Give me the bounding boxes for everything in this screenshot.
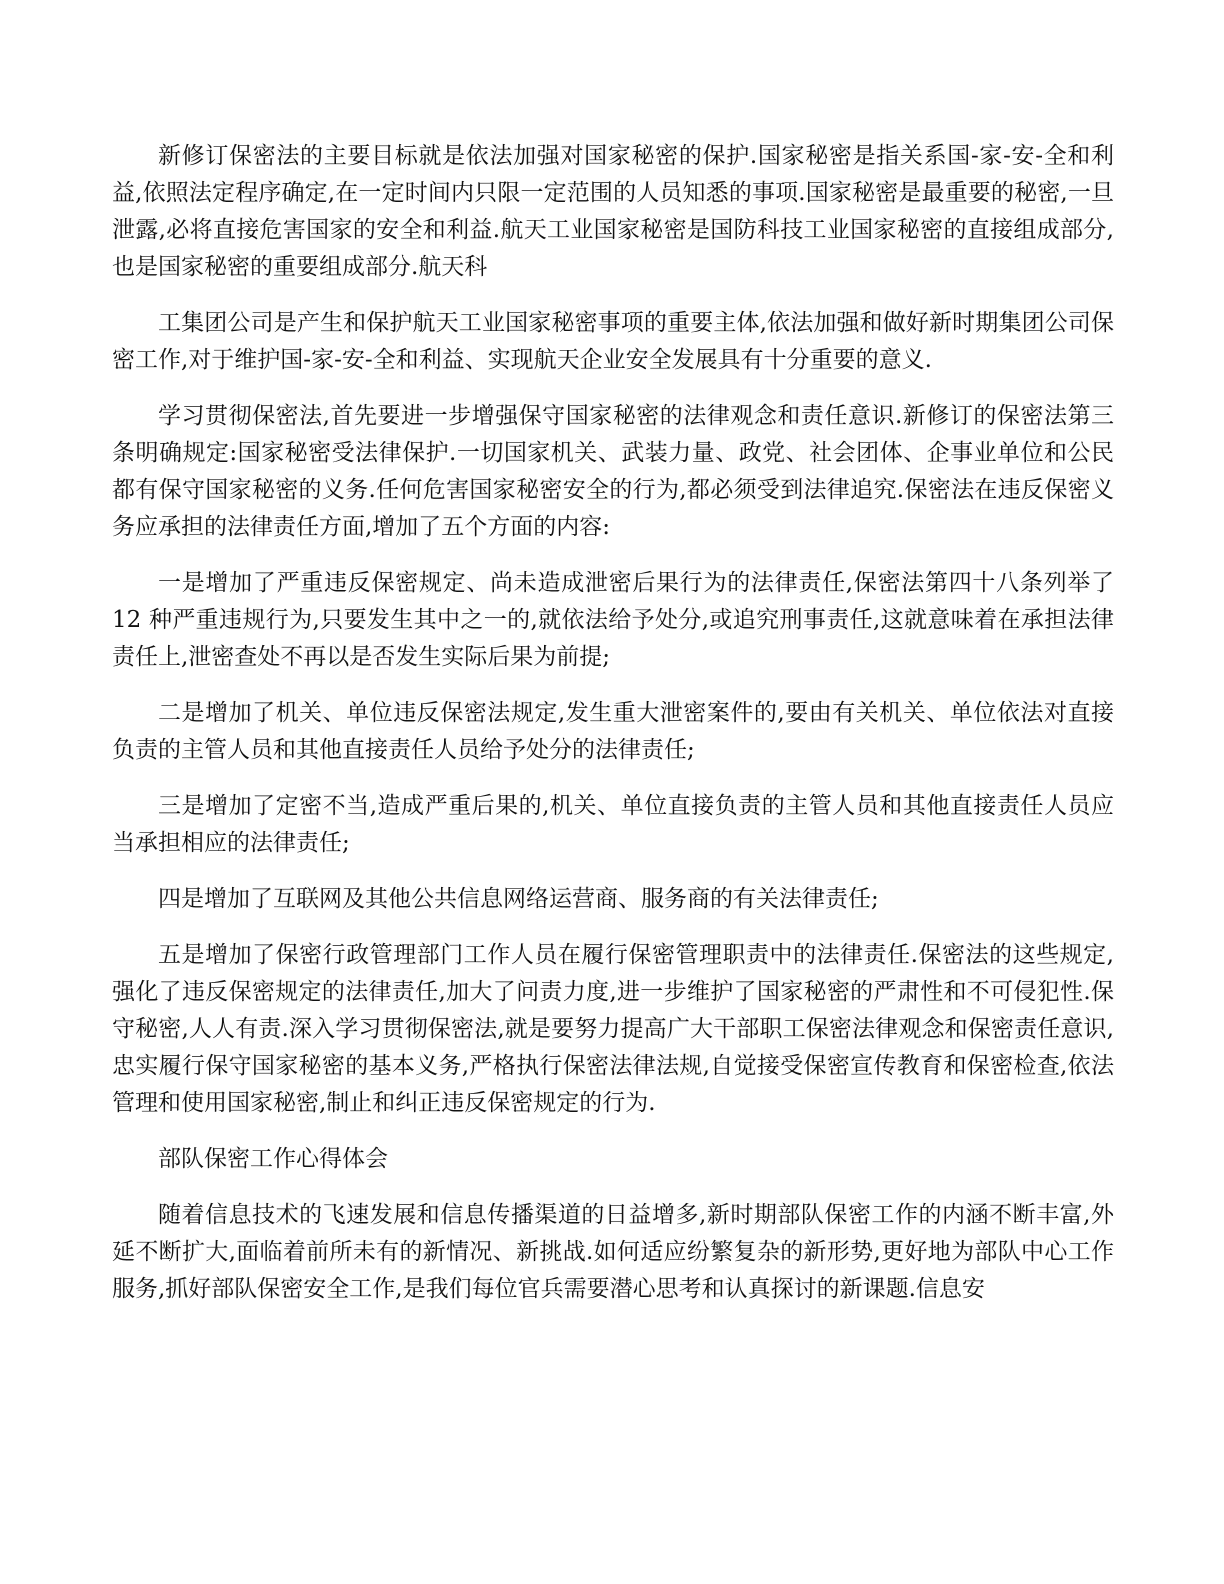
paragraph-9: 随着信息技术的飞速发展和信息传播渠道的日益增多,新时期部队保密工作的内涵不断丰富,外延不断扩大,面临着前所未有的新情况、新挑战.如何适应纷繁复杂的新形势,更好地为部队中心工作服务,抓好部队保密安全工作,是我们每位官兵需要潜心思考和认真探讨的新课题.信息安 (112, 1202, 1114, 1302)
section-heading: 部队保密工作心得体会 (158, 1146, 388, 1172)
paragraph-3: 学习贯彻保密法,首先要进一步增强保守国家秘密的法律观念和责任意识.新修订的保密法第三条明确规定:国家秘密受法律保护.一切国家机关、武装力量、政党、社会团体、企事业单位和公民都有保守国家秘密的义务.任何危害国家秘密安全的行为,都必须受到法律追究.保密法在违反保密义务应承担的法律责任方面,增加了五个方面的内容: (112, 403, 1114, 540)
paragraph-6: 三是增加了定密不当,造成严重后果的,机关、单位直接负责的主管人员和其他直接责任人员应当承担相应的法律责任; (112, 793, 1114, 856)
paragraph-5: 二是增加了机关、单位违反保密法规定,发生重大泄密案件的,要由有关机关、单位依法对直接负责的主管人员和其他直接责任人员给予处分的法律责任; (112, 700, 1114, 763)
paragraph-2: 工集团公司是产生和保护航天工业国家秘密事项的重要主体,依法加强和做好新时期集团公司保密工作,对于维护国-家-安-全和利益、实现航天企业安全发展具有十分重要的意义. (112, 310, 1114, 373)
paragraph-1: 新修订保密法的主要目标就是依法加强对国家秘密的保护.国家秘密是指关系国-家-安-全和利益,依照法定程序确定,在一定时间内只限一定范围的人员知悉的事项.国家秘密是最重要的秘密,一旦泄露,必将直接危害国家的安全和利益.航天工业国家秘密是国防科技工业国家秘密的直接组成部分,也是国家秘密的重要组成部分.航天科 (112, 143, 1114, 280)
document-body (112, 138, 1114, 1327)
paragraph-4: 一是增加了严重违反保密规定、尚未造成泄密后果行为的法律责任,保密法第四十八条列举了 12 种严重违规行为,只要发生其中之一的,就依法给予处分,或追究刑事责任,这就意味着在承担法律责任上,泄密查处不再以是否发生实际后果为前提; (112, 570, 1114, 670)
paragraph-7: 四是增加了互联网及其他公共信息网络运营商、服务商的有关法律责任; (158, 886, 879, 912)
paragraph-8: 五是增加了保密行政管理部门工作人员在履行保密管理职责中的法律责任.保密法的这些规定,强化了违反保密规定的法律责任,加大了问责力度,进一步维护了国家秘密的严肃性和不可侵犯性.保守秘密,人人有责.深入学习贯彻保密法,就是要努力提高广大干部职工保密法律观念和保密责任意识,忠实履行保守国家秘密的基本义务,严格执行保密法律法规,自觉接受保密宣传教育和保密检查,依法管理和使用国家秘密,制止和纠正违反保密规定的行为. (112, 942, 1114, 1116)
